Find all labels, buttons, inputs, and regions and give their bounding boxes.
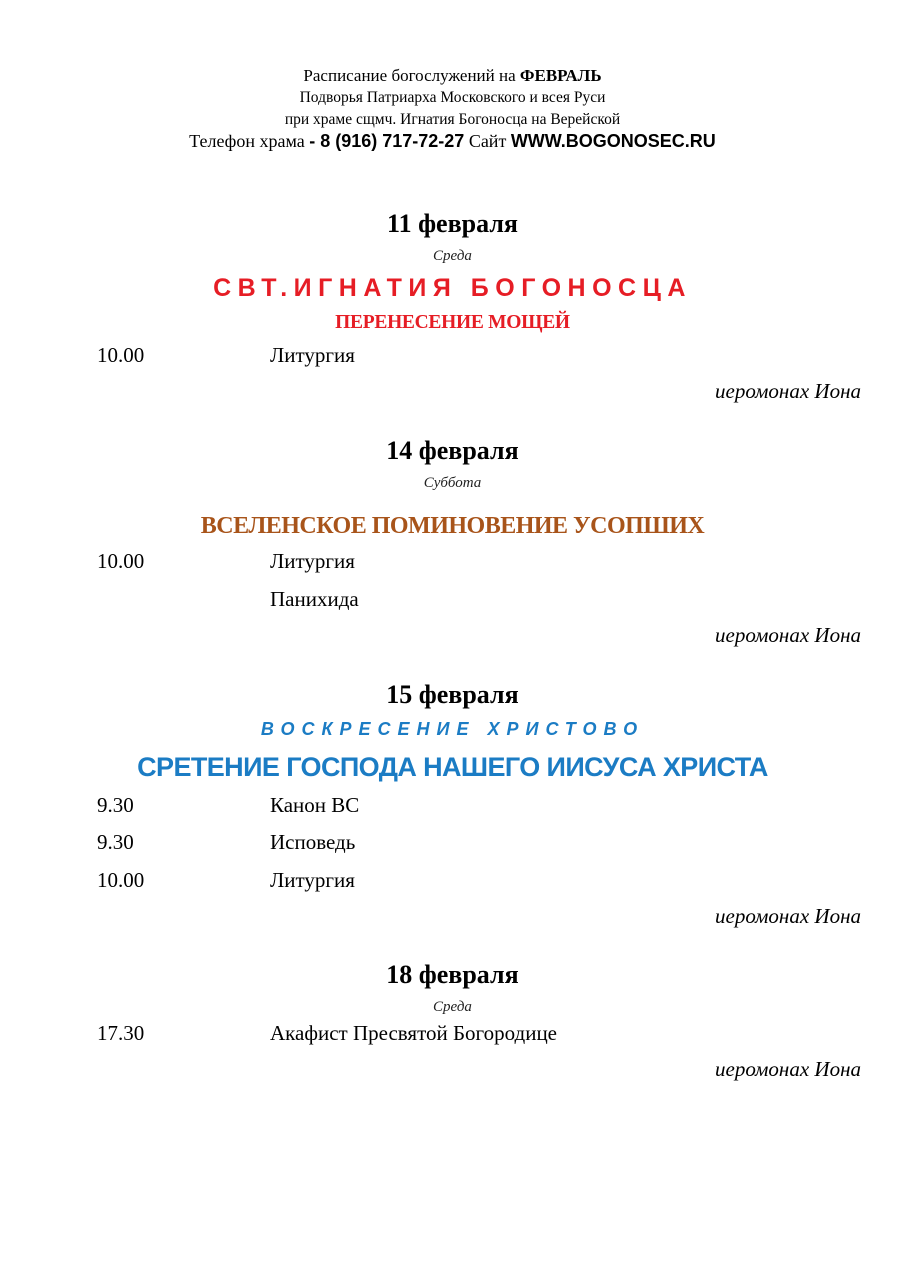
clergy-name: иеромонах Иона xyxy=(715,904,861,928)
day-date: 18 февраля xyxy=(386,960,519,989)
header-month: ФЕВРАЛЬ xyxy=(519,66,602,85)
service-time: 9.30 xyxy=(97,793,134,817)
service-row xyxy=(0,795,905,821)
phone-number: - 8 (916) 717-72-27 xyxy=(309,131,465,151)
service-row xyxy=(0,589,905,615)
service-row xyxy=(0,345,905,371)
phone-label: Телефон храма xyxy=(189,131,305,151)
service-name: Литургия xyxy=(270,549,355,573)
header-title xyxy=(0,67,905,84)
clergy-name: иеромонах Иона xyxy=(715,623,861,647)
site-label: Сайт xyxy=(468,131,507,151)
feast-title: ВСЕЛЕНСКОЕ ПОМИНОВЕНИЕ УСОПШИХ xyxy=(200,513,705,539)
header-contacts xyxy=(0,132,905,150)
service-time: 10.00 xyxy=(97,343,145,367)
sunday-title: ВОСКРЕСЕНИЕ ХРИСТОВО xyxy=(260,719,645,739)
service-name: Литургия xyxy=(270,868,355,892)
header-church: при храме сщмч. Игнатия Богоносца на Верейской xyxy=(284,111,621,128)
day-date: 15 февраля xyxy=(386,680,519,709)
service-row xyxy=(0,1023,905,1049)
header-subtitle: Подворья Патриарха Московского и всея Руси xyxy=(299,89,606,106)
day-weekday: Суббота xyxy=(423,475,482,491)
clergy-name: иеромонах Иона xyxy=(715,1057,861,1081)
service-time: 10.00 xyxy=(97,868,145,892)
feast-title: СРЕТЕНИЕ ГОСПОДА НАШЕГО ИИСУСА ХРИСТА xyxy=(137,752,768,782)
header-title-prefix: Расписание богослужений на xyxy=(303,66,516,85)
day-weekday: Среда xyxy=(433,999,472,1015)
service-row xyxy=(0,870,905,896)
service-name: Исповедь xyxy=(270,830,356,854)
service-name: Канон ВС xyxy=(270,793,360,817)
service-time: 17.30 xyxy=(97,1021,145,1045)
service-name: Панихида xyxy=(270,587,359,611)
service-row xyxy=(0,832,905,858)
service-row xyxy=(0,551,905,577)
service-name: Акафист Пресвятой Богородице xyxy=(270,1021,558,1045)
service-time: 9.30 xyxy=(97,830,134,854)
service-time: 10.00 xyxy=(97,549,145,573)
clergy-name: иеромонах Иона xyxy=(715,379,861,403)
feast-title: СВТ.ИГНАТИЯ БОГОНОСЦА xyxy=(213,274,692,302)
day-date: 14 февраля xyxy=(386,436,519,465)
site-link[interactable]: WWW.BOGONOSEC.RU xyxy=(510,131,716,151)
day-date: 11 февраля xyxy=(387,209,518,238)
feast-subtitle: ПЕРЕНЕСЕНИЕ МОЩЕЙ xyxy=(335,312,570,333)
service-name: Литургия xyxy=(270,343,355,367)
day-weekday: Среда xyxy=(433,248,472,264)
